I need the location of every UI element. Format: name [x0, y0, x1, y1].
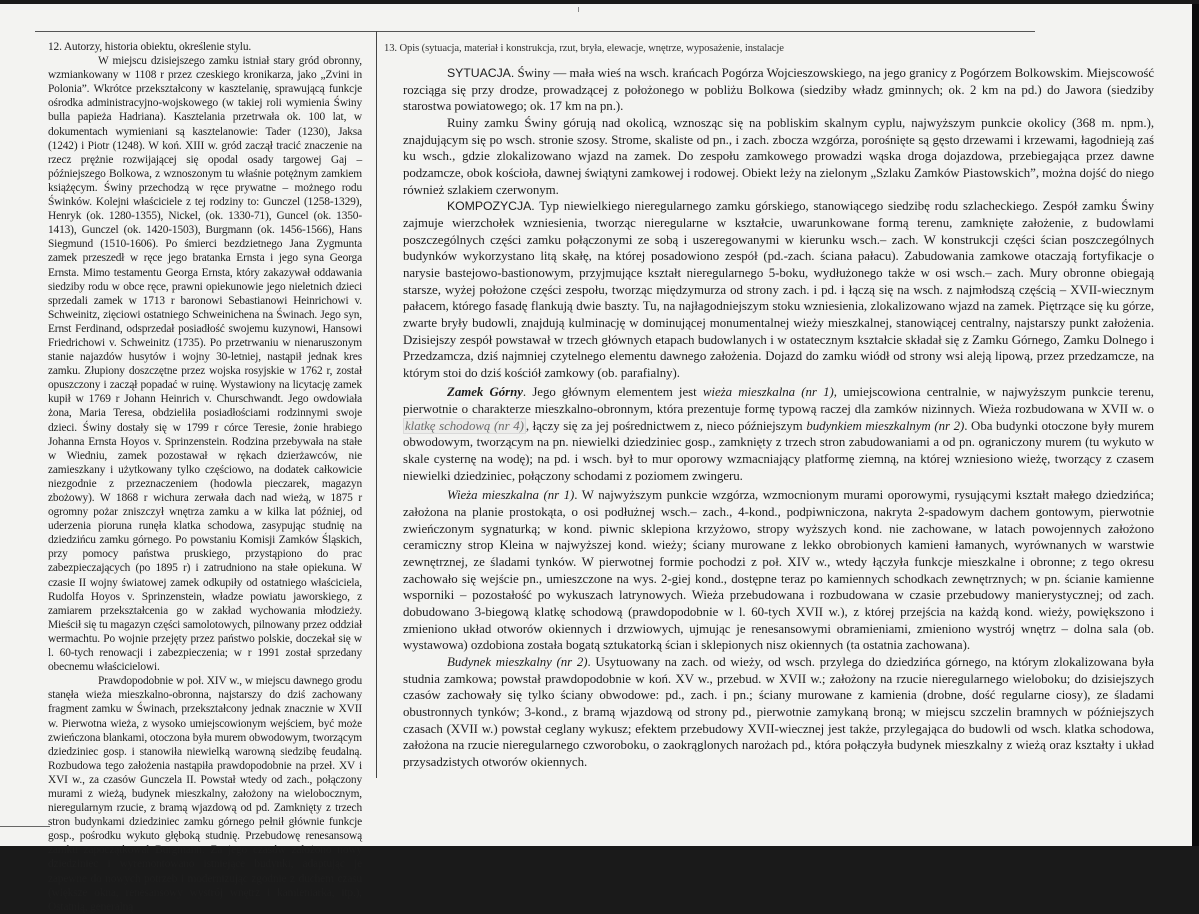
composition-paragraph	[403, 198, 1154, 381]
bottom-rule-stub	[0, 826, 50, 827]
residential-building-text: . Usytuowany na zach. od wieży, od wsch. przylega do dziedzińca górnego, na którym zlokalizowana była studnia zamkowa; powstał prawdopodobnie w koń. XV w., przebud. w XVII w.; założony na rzucie nieregularnego wieloboku; do dzisiejszych czasów zachowały się tylko ściany obwodowe: pd., zach. i pn.; ściany murowane z kamienia (drobne, dość regularne ciosy), ze śladami obustronnych tynków; 3-kond., z bramą wjazdową od strony pd., pierwotnie zamykaną broną; w miejscu szczelin bramnych w późniejszych czasach (XVII w.) powstał ceglany wykusz; efektem przebudowy XVII-wiecznej jest także, przylegająca do budowli od wsch. klatka schodowa, założona na rzucie nieregularnego czworoboku, o zaokrąglonych narożach pd., która połączyła budynek mieszkalny z wieżą oraz kształty i układ przysadzistych otworów okiennych.	[403, 654, 1154, 769]
history-paragraph-2: Prawdopodobnie w poł. XIV w., w miejscu dawnego grodu stanęła wieża mieszkalno-obronna, najstarszy do dziś zachowany fragment zamku w Świnach, przekształcony jednak znacznie w XVII w. Pierwotna wieża, z wysoko umiejscowionym wejściem, być może zwieńczona blankami, otoczona była murem obwodowym, tworzącym dziedziniec gosp. i stanowiła niewielką warowną siedzibę feudalną. Rozbudowa tego założenia nastąpiła prawdopodobnie na przeł. XV i XVI w., za czasów Gunczela II. Powstał wtedy od zach., połączony murami z wieżą, budynek mieszkalny, założony na wielobocznym, nieregularnym rzucie, z bramą wjazdową od pd. Zamknięty z trzech stron budynkami dziedziniec zamku górnego pełnił głównie funkcje gosp., pośrodku wykuto głęboką studnię. Przebudowę renesansową zamku zapoczątkował Burgmann. Za jego czasów założono nowy dziedziniec i wyremontowano istniejące budynki, adaptując je zapewne do nowych potrzeb i modernizując zgodnie z duchem czasu (większe okna, renesansowy wystrój wnętrz i kamieniarka, itp.), Ostatnią, generalną	[48, 675, 362, 913]
upper-castle-text-2: , umiejscowiona centralnie, w najwyższym punkcie terenu, pierwotnie o charakterze mieszkalno-obronnym, która prezentuje formę typową raczej dla zamków nizinnych. Wieża rozbudowana w XVII w. o	[403, 385, 1154, 417]
tower-text: . W najwyższym punkcie wzgórza, wzmocnionym murami oporowymi, rysującymi kształt małego dziedzińca; założona na planie prostokąta, o osi podłużnej wsch.– zach., 4-kond., podpiwniczona, nakryta 2-spadowym dachem gontowym, pierwotnie zwieńczonym sygnaturką; w kond. piwnic sklepiona krzyżowo, stropy wyższych kond. nie zachowane, w latach powojennych założono ceramiczny strop Kleina w najwyższej kond. wieży; ściany murowane z lekko obrobionych kamieni łamanych, wyrównanych w warstwie zewnętrznej, ze śladami tynków. W pierwotnej formie pochodzi z poł. XIV w., wtedy łączyła funkcje mieszkalne i obronne; z tego okresu zachowało się wejście pn., umieszczone na wys. 2-giej kond., dostępne teraz po kamiennych schodkach zewnętrznych; w pn. ścianie kamienne wsporniki – pozostałość po wykuszach latrynowych. Wieża przebudowana i rozbudowana w czasie przebudowy manierystycznej; od zach. dobudowano 3-biegową klatkę schodową (prawdopodobnie w l. 60-tych XVII w.), z której przejścia na każdą kond. wieży, powiększono i zmieniono układ otworów okiennych i drzwiowych, ujmując je renesansowymi obramieniami, zmieniono wystrój wnętrz – dolna sala (ob. wystawowa) ozdobiona została bogatą sztukatorką ścian i sklepionych nisz okiennych (ta ostatnia zachowana).	[403, 488, 1155, 653]
residential-building-reference: budynkiem mieszkalnym (nr 2)	[806, 418, 965, 433]
top-rule	[35, 31, 1035, 32]
composition-label: KOMPOZYCJA.	[447, 199, 535, 214]
scanned-page	[0, 4, 1192, 913]
staircase-reference-highlight: klatkę schodową (nr 4)	[405, 418, 524, 433]
ruins-paragraph: Ruiny zamku Świny górują nad okolicą, wznosząc się na pobliskim skalnym cyplu, najwyższym punkcie okolicy (368 m. npm.), znajdującym się po wsch. stronie szosy. Strome, skaliste od pn., i zach. zbocza wzgórza, porośnięte są gęsto drzewami i krzewami, łagodnieją zaś ku wsch., gdzie zlokalizowano wjazd na zamek. Do zespołu zamkowego prowadzi wąska droga dojazdowa, przebiegająca przez dawne podzamcze, obok kościoła, dawnej świątyni zamkowej i rodowej. Obiekt leży na zielonym „Szlaku Zamków Piastowskich”, można dojść do niego również szlakiem czerwonym.	[403, 115, 1154, 197]
section-12-heading: 12. Autorzy, historia obiektu, określenie stylu.	[48, 41, 252, 53]
composition-text: Typ niewielkiego nieregularnego zamku górskiego, stanowiącego siedzibę rodu szlacheckiego. Zespół zamku Świny zajmuje wierzchołek wzniesienia, tworząc nieregularne w kształcie, uwarunkowane formą terenu, zamknięte założenie, z budowlami poszczególnych części zamku połączonymi ze sobą i uszeregowanymi w kierunku wsch.– zach. W konstrukcji części ścian poszczególnych budynków wykorzystano litą skałę, na której posadowiono zespół (pd.-zach. ściana pałacu). Zabudowania zamkowe otaczają fortyfikacje o narysie bastejowo-bastionowym, przyjmujące kształt nieregularnego 5-boku, wydłużonego także w osi wsch.– zach. Mury obronne obiegają starsze, wyżej położone części zespołu, tworząc międzymurza od strony zach. i pd. i łączą się na wsch. z najmłodszą częścią – XVII-wiecznym pałacem, którego fasadę flankują dwie baszty. Tu, na najłagodniejszym stoku wzniesienia, zlokalizowano wjazd na zamek. Piętrzące się ku górze, zwarte bryły budowli, znajdują kulminację w dominującej monumentalnej wieży mieszkalnej, stanowiącej centralny, najstarszy punkt założenia. Dzisiejszy zespół powstawał w trzech głównych etapach budowlanych i w ostatecznym kształcie składał się z Zamku Górnego, Zamku Dolnego i Przedzamcza, dziś najmniej czytelnego elementu dawnego założenia. Dojazd do zamku wiódł od strony wsi aleją lipową, przez przedzamcze, na którym stoi do dziś kościół zamkowy (ob. parafialny).	[403, 199, 1154, 380]
history-paragraph-1: W miejscu dzisiejszego zamku istniał stary gród obronny, wzmiankowany w 1108 r przez czeskiego kronikarza, jako „Zvini in Polonia”. Wkrótce przekształcony w kasztelanię, sprawującą funkcje ośrodka administracyjno-wojskowego (w takiej roli wymienia Świny bulla papieża Hadriana). Kasztelania przetrwała ok. 100 lat, w dokumentach wymieniani są kasztelanowie: Tader (1230), Jaksa (1242) i Piotr (1248). W koń. XIII w. gród zaczął tracić znaczenie na rzecz prężnie rozwijającej się opodal osady targowej Gaj – późniejszego Bolkowa, z wznoszonym tu właśnie potężnym zamkiem książęcym. Świny przechodzą w ręce prywatne – możnego rodu Świnków. Kolejni właściciele z tej rodziny to: Gunczel (1258-1329), Henryk (ok. 1280-1355), Nickel, (ok. 1330-71), Guncel (ok. 1350-1413), Gunczel (ok. 1420-1503), Burgmann (ok. 1456-1566), Hans Siegmund (1510-1606). Po śmierci bezdzietnego Jana Zygmunta zamek przeszedł w ręce jego bratanka Ernsta i jego syna Georga Ernsta. Mimo testamentu Georga Ernsta, który zakazywał oddawania siedziby rodu w obce ręce, prawni opiekunowie jego nieletnich dzieci sprzedali zamek w 1713 r baronowi Sebastianowi Heinrichowi v. Schweinitz, zięciowi ostatniego Schweinichena na Świnach. Jego syn, Ernst Ferdinand, odsprzedał posiadłość swojemu kuzynowi, Hansowi Friedrichowi v. Schweinitz (1735). Po przetrwaniu w nienaruszonym stanie najazdów husytów i wojny 30-letniej, nastąpił jednak kres zamku. Złupiony doszczętne przez wojska rosyjskie w 1762 r, został opuszczony i zaczął popadać w ruinę. Wystawiony na licytację zamek kupił w 1769 r Johann Heinrich v. Churschwandt. Jego owdowiała żona, Maria Teresa, obdzieliła posiadłościami rodzinnymi swoje dzieci. Świny dostały się w 1799 r córce Teresie, żonie hrabiego Johanna Ernsta Hoyos v. Sprinzenstein. Rodzina przebywała na stałe w Wiedniu, zamek pozostawał w rękach dzierżawców, nie zamieszkany i użytkowany tylko częściowo, na dodatek całkowicie niezgodnie z przeznaczeniem (hodowla pieczarek, magazyn zbożowy). W 1868 r wichura zerwała dach nad wieżą, w 1875 r ogromny pożar zniszczył wnętrza zamku a w kilka lat później, od uderzenia pioruna runęła klatka schodowa, zasypując studnię na dziedzińcu zamku górnego. Po powstaniu Komisji Zamków Śląskich, przy pomocy państwa pruskiego, przystąpiono do prac zabezpieczających (po 1895 r) i zatrudniono na stałe opiekuna. W czasie II wojny światowej zamek odkupiły od ostatniego właściciela, Rudolfa Hoyos v. Sprinzenstein, władze powiatu jaworskiego, z zamiarem przekształcenia go w zakład wychowania młodzieży. Mieścił się tu magazyn części samolotowych, pilnowany przez oddział wermachtu. Po wojnie przejęty przez państwo polskie, doczekał się w l. 60-tych renowacji i zabezpieczenia; w r 1991 został sprzedany obecnemu właścicielowi.	[48, 55, 362, 674]
residential-building-paragraph	[403, 654, 1154, 771]
upper-castle-label: Zamek Górny	[447, 385, 523, 400]
tower-reference: wieża mieszkalna (nr 1)	[702, 385, 834, 400]
upper-castle-text-4: . Oba budynki otoczone były murem obwodowym, tworzącym na pn. niewielki dziedziniec gosp., zamknięty z trzech stron zabudowaniami a od pn. ograniczony murem (tu wykuto w skale cysternę na wodę); na pd. i wsch. był to mur oporowy wzmacniający platformę ziemną, na której wzniesiono wieżę, tworzący z czasem niewielki dziedziniec, połączony schodami z poziomem zwingeru.	[403, 418, 1155, 483]
tower-paragraph	[403, 487, 1154, 654]
situation-label: SYTUACJA.	[447, 66, 515, 80]
situation-text: Świny — mała wieś na wsch. krańcach Pogórza Wojcieszowskiego, na jego granicy z Pogórzem Bolkowskim. Miejscowość rozciąga się przy drodze, prowadzącej z położonego w pobliżu Bolkowa (siedziby władz gminnych; ok. 2 km na pd.) do Jawora (siedziby starostwa powiatowego; ok. 17 km na pn.).	[403, 66, 1154, 114]
upper-castle-text-3: , łączy się za jej pośrednictwem z, nieco późniejszym	[525, 418, 807, 433]
column-divider	[376, 31, 377, 778]
history-column	[48, 40, 362, 914]
tower-label: Wieża mieszkalna (nr 1)	[447, 488, 575, 503]
description-column	[384, 42, 1154, 771]
upper-castle-paragraph	[403, 384, 1154, 484]
scan-mark	[578, 7, 579, 12]
upper-castle-text-1: . Jego głównym elementem jest	[522, 385, 703, 400]
description-body	[384, 65, 1154, 771]
residential-building-label: Budynek mieszkalny (nr 2)	[447, 654, 588, 669]
situation-paragraph	[403, 65, 1154, 115]
section-13-heading: 13. Opis (sytuacja, materiał i konstrukcja, rzut, bryła, elewacje, wnętrze, wyposażenie, instalacje	[384, 43, 784, 54]
